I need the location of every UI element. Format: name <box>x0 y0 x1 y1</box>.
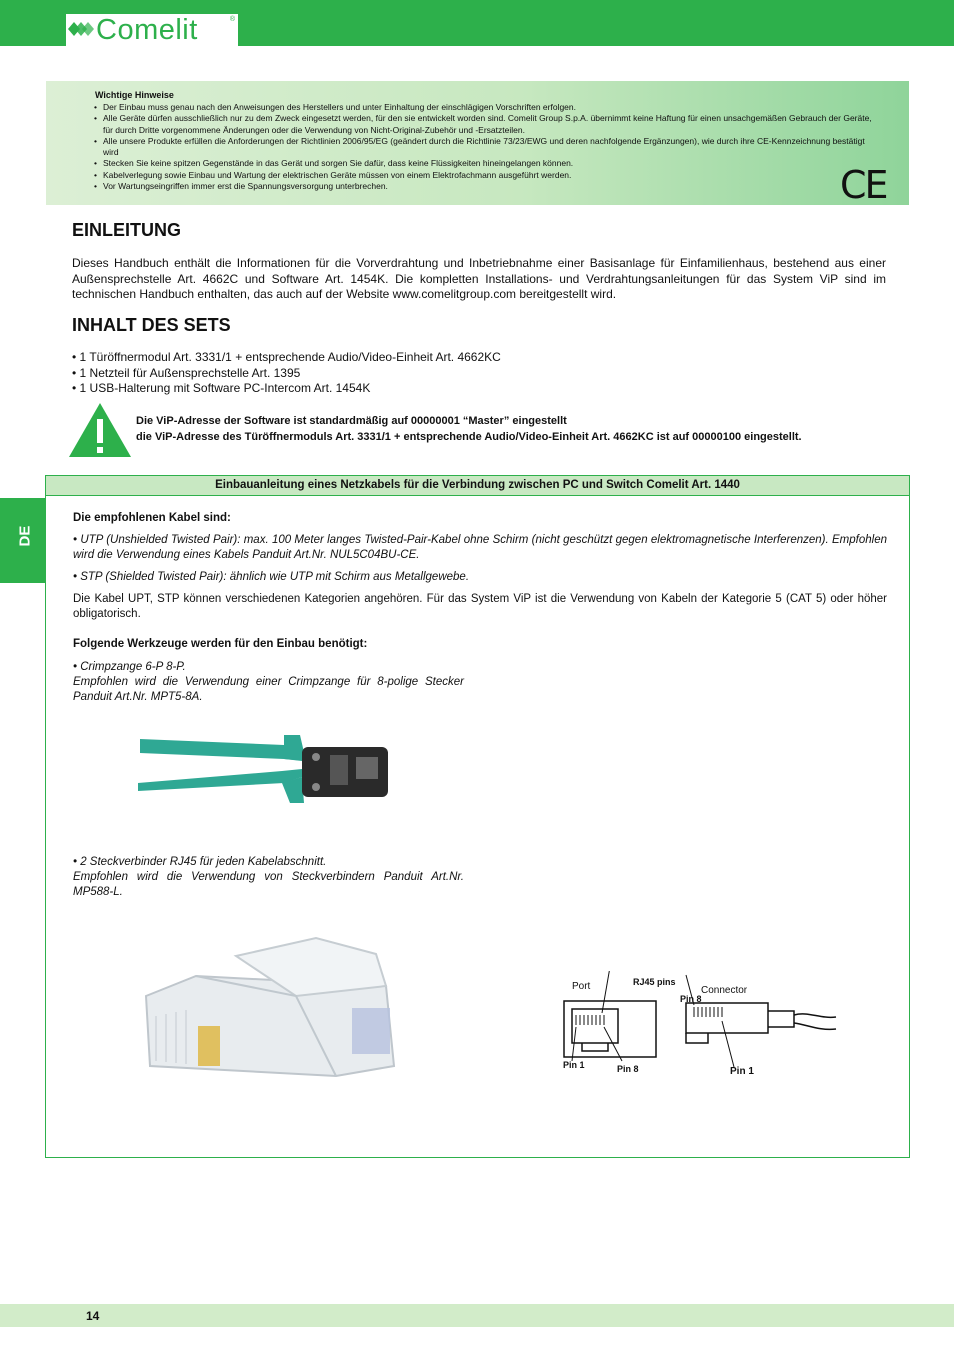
notice-item: • Vor Wartungseingriffen immer erst die Spannungsversorgung unterbrechen. <box>94 181 874 192</box>
notice-list <box>94 102 874 192</box>
pinout-pin1-port: Pin 1 <box>563 1060 585 1070</box>
contents-item: • 1 Türöffnermodul Art. 3331/1 + entsprechende Audio/Video-Einheit Art. 4662KC <box>72 350 501 364</box>
categories-text: Die Kabel UPT, STP können verschiedenen Kategorien angehören. Für das System ViP ist die Verwendung von Kabeln der Kategorie 5 (CAT 5) oder höher obligatorisch. <box>73 593 887 620</box>
notice-item: • Stecken Sie keine spitzen Gegenstände in das Gerät und sorgen Sie dafür, dass keine Flüssigkeiten hineingelangen können. <box>94 158 874 169</box>
warning-line-1: Die ViP-Adresse der Software ist standardmäßig auf 00000001 “Master” eingestellt <box>136 415 567 427</box>
cable-instructions-box <box>45 475 910 1158</box>
pinout-pin1-connector: Pin 1 <box>730 1066 754 1077</box>
contents-title: INHALT DES SETS <box>72 315 231 335</box>
comelit-logo <box>66 14 238 46</box>
crimp-text-2: Empfohlen wird die Verwendung einer Crimpzange für 8-polige Stecker Panduit Art.Nr. MPT5-8A. <box>73 676 464 703</box>
logo-registered: ® <box>229 16 235 23</box>
warning-line-2: die ViP-Adresse des Türöffnermoduls Art. 3331/1 + entsprechende Audio/Video-Einheit Art. 4662KC ist auf 00000100 eingestellt. <box>136 430 802 443</box>
notice-item <box>94 113 874 136</box>
pinout-connector-label: Connector <box>701 985 748 996</box>
utp-text: • UTP (Unshielded Twisted Pair): max. 100 Meter langes Twisted-Pair-Kabel ohne Schirm (nicht geschützt gegen elektromagnetische Interferenzen). Empfohlen wird die Verwendung eines Kabels Panduit Art.Nr. NUL5C04BU-CE. <box>73 534 887 561</box>
pinout-port-label: Port <box>572 981 591 992</box>
stp-text: • STP (Shielded Twisted Pair): ähnlich wie UTP mit Schirm aus Metallgewebe. <box>73 571 470 583</box>
notice-item: • Kabelverlegung sowie Einbau und Wartung der elektrischen Geräte müssen von einem Elektrofachmann ausgeführt werden. <box>94 170 874 181</box>
logo-text: Comelit <box>96 14 198 46</box>
rj45-text-1: • 2 Steckverbinder RJ45 für jeden Kabelabschnitt. <box>73 856 327 868</box>
page-number: 14 <box>86 1309 100 1323</box>
notice-item: • Der Einbau muss genau nach den Anweisungen des Herstellers und unter Einhaltung der einschlägigen Vorschriften erfolgen. <box>94 102 874 113</box>
cable-box-heading: Einbauanleitung eines Netzkabels für die Verbindung zwischen PC und Switch Comelit Art. 1440 <box>46 476 909 496</box>
contents-list <box>72 350 886 397</box>
contents-item: • 1 Netzteil für Außensprechstelle Art. 1395 <box>72 365 301 380</box>
language-tab-label: DE <box>16 525 34 547</box>
rj45-text-2: Empfohlen wird die Verwendung von Steckverbindern Panduit Art.Nr. MP588-L. <box>73 871 464 898</box>
notice-title: Wichtige Hinweise <box>95 90 174 100</box>
notice-box <box>46 81 909 205</box>
rj45-connector-image <box>136 936 396 1086</box>
crimp-text-1: • Crimpzange 6-P 8-P. <box>73 661 186 673</box>
warning-text <box>136 414 886 445</box>
cables-title: Die empfohlenen Kabel sind: <box>73 512 231 524</box>
language-tab <box>0 498 45 583</box>
warning-icon <box>68 402 132 458</box>
intro-text: Dieses Handbuch enthält die Informationen für die Vorverdrahtung und Inbetriebnahme einer Basisanlage für Einfamilienhaus, bestehend aus einer Außensprechstelle Art. 4662C und Software Art. 1454K. Die kompletten Installations- und Verdrahtungsanleitungen für das System ViP sind im technischen Handbuch enthalten, das auch auf der Website www.comelitgroup.com bereitgestellt wird. <box>72 256 886 301</box>
pinout-rj45-label: RJ45 pins <box>633 977 676 987</box>
pinout-pin8-port: Pin 8 <box>617 1064 639 1074</box>
tools-title: Folgende Werkzeuge werden für den Einbau benötigt: <box>73 638 368 650</box>
footer-bar <box>0 1304 954 1327</box>
contents-item: • 1 USB-Halterung mit Software PC-Intercom Art. 1454K <box>72 381 371 395</box>
notice-item-text: Alle Geräte dürfen ausschließlich nur zu dem Zweck eingesetzt werden, für den sie entwickelt worden sind. Comelit Group S.p.A. übernimmt keine Haftung für einen unsachgemäßen Gebrauch der Geräte, für durch Dritte vorgenommene Änderungen oder die Verwendung von Nicht-Original-Zubehör und -Ersatzteilen. <box>103 113 872 135</box>
pinout-pin8-connector: Pin 8 <box>680 994 702 1004</box>
crimp-tool-image <box>134 731 406 816</box>
ce-mark: CE <box>840 163 887 207</box>
notice-item: • Alle unsere Produkte erfüllen die Anforderungen der Richtlinien 2006/95/EG (geändert durch die Richtlinie 73/23/EWG und deren nachfolgende Ergänzungen), wie durch ihre CE-Kennzeichnung bestätigt wird <box>94 136 874 159</box>
intro-title: EINLEITUNG <box>72 220 182 240</box>
logo-x-icon <box>68 18 94 40</box>
